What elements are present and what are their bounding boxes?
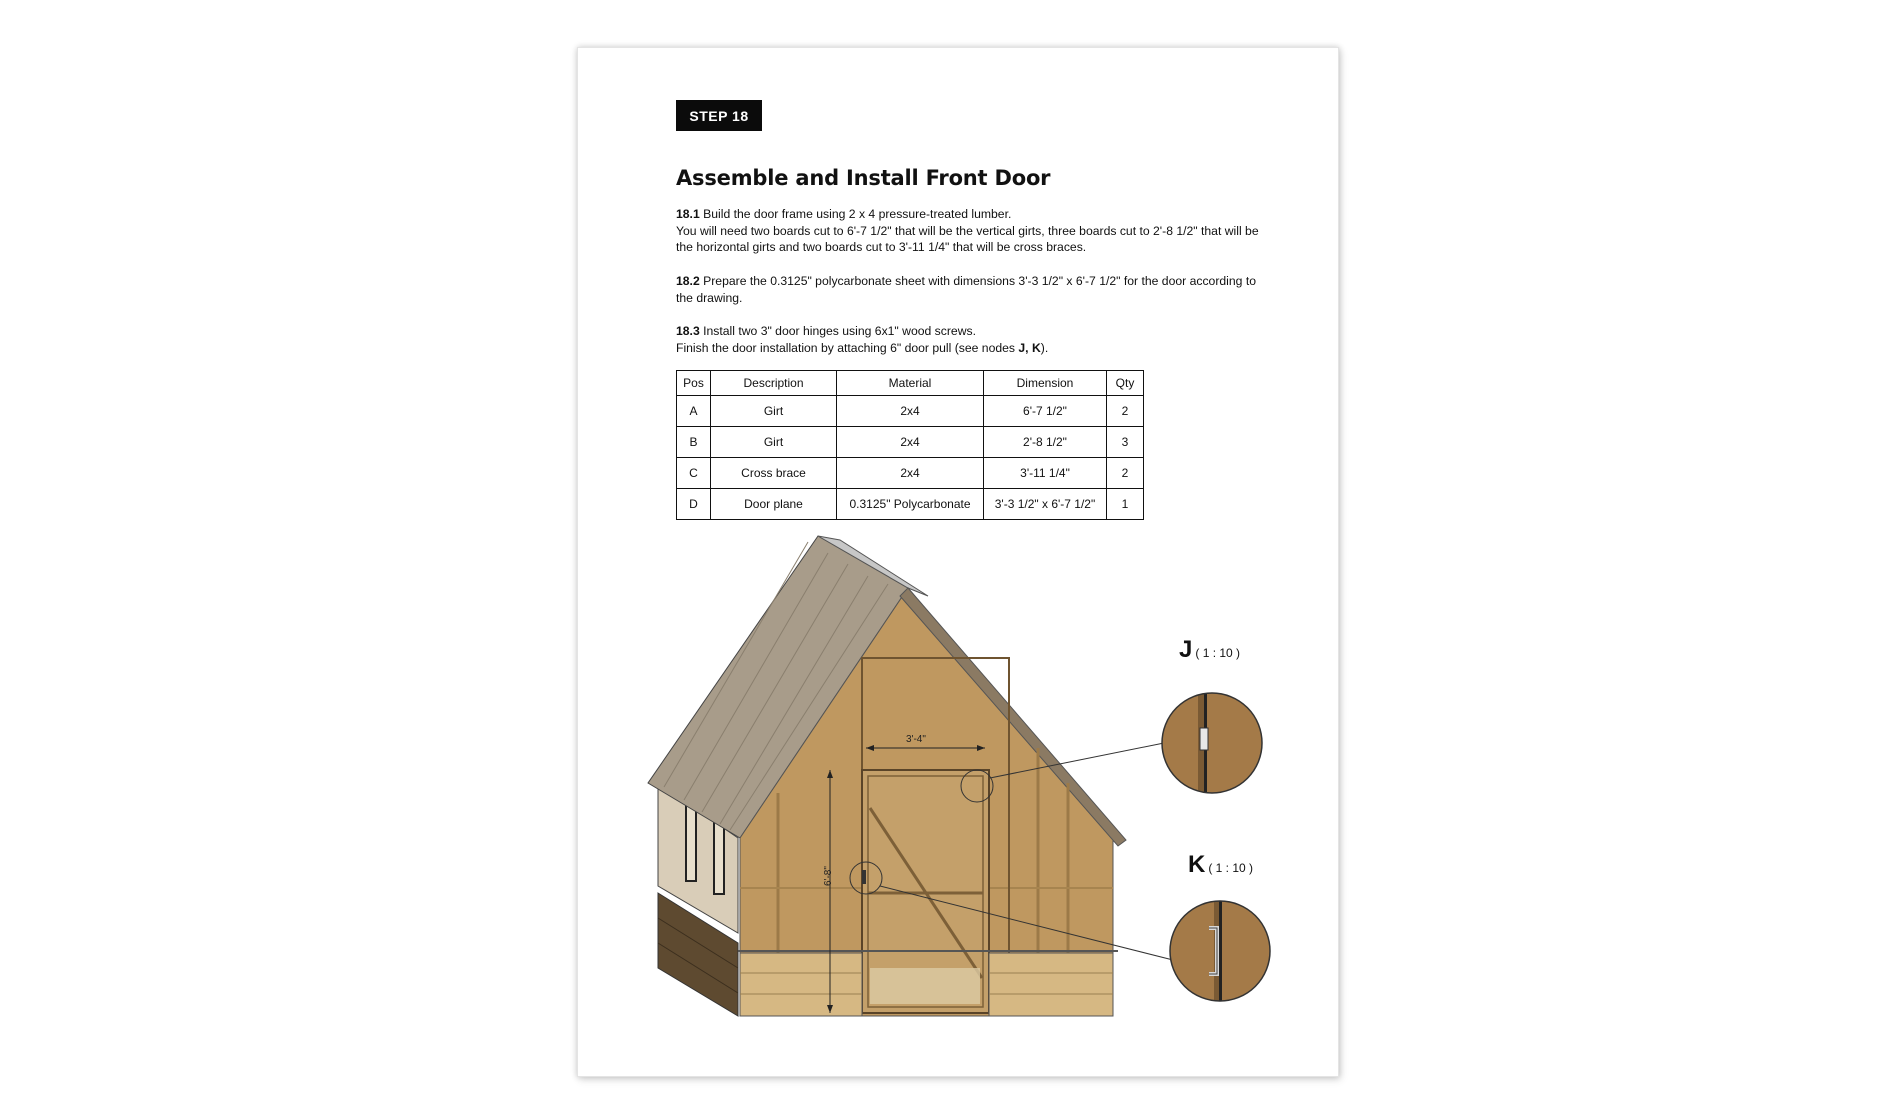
- instruction-text: Prepare the 0.3125" polycarbonate sheet with dimensions 3'-3 1/2" x 6'-7 1/2" for the door according to the drawing.: [676, 274, 1256, 305]
- table-cell: 0.3125" Polycarbonate: [837, 489, 984, 520]
- table-cell: 1: [1107, 489, 1144, 520]
- table-cell: 6'-7 1/2": [984, 396, 1107, 427]
- instruction-text-detail: Finish the door installation by attaching 6" door pull (see nodes: [676, 340, 1019, 355]
- detail-j-label: [1179, 636, 1240, 664]
- table-cell: 2'-8 1/2": [984, 427, 1107, 458]
- table-cell: Girt: [711, 396, 837, 427]
- instruction-number: 18.3: [676, 324, 700, 338]
- table-cell: 2x4: [837, 427, 984, 458]
- detail-scale: ( 1 : 10 ): [1195, 646, 1241, 660]
- door-pull: [862, 870, 866, 884]
- table-cell: Cross brace: [711, 458, 837, 489]
- table-cell: Girt: [711, 427, 837, 458]
- detail-letter: J: [1179, 636, 1193, 663]
- table-cell: 2x4: [837, 396, 984, 427]
- instruction-number: 18.2: [676, 274, 700, 288]
- detail-scale: ( 1 : 10 ): [1208, 861, 1254, 875]
- instruction-text-detail: You will need two boards cut to 6'-7 1/2" that will be the vertical girts, three boards cut to 2'-8 1/2" that will be the horizontal girts and two boards cut to 3'-11 1/4" that will be cross braces.: [676, 223, 1259, 254]
- table-cell: 3: [1107, 427, 1144, 458]
- side-window: [714, 820, 724, 894]
- detail-k-label: [1188, 851, 1253, 879]
- table-cell: C: [677, 458, 711, 489]
- instruction-text: Build the door frame using 2 x 4 pressure-treated lumber.: [699, 207, 1012, 221]
- detail-letter: K: [1188, 851, 1206, 878]
- column-header-pos: Pos: [677, 371, 711, 396]
- table-cell: D: [677, 489, 711, 520]
- instruction-number: 18.1: [676, 207, 700, 221]
- table-cell: 3'-3 1/2" x 6'-7 1/2": [984, 489, 1107, 520]
- column-header-description: Description: [711, 371, 837, 396]
- table-cell: 2x4: [837, 458, 984, 489]
- detail-j-view: [1158, 688, 1268, 798]
- instruction-page: [577, 47, 1339, 1077]
- greenhouse-drawing: [578, 48, 1338, 1076]
- instruction-text-end: ).: [1040, 340, 1049, 355]
- table-cell: B: [677, 427, 711, 458]
- front-base: [740, 953, 862, 1016]
- column-header-material: Material: [837, 371, 984, 396]
- table-cell: 3'-11 1/4": [984, 458, 1107, 489]
- node-reference: J, K: [1018, 340, 1041, 355]
- hinge: [1200, 728, 1208, 750]
- table-cell: 2: [1107, 396, 1144, 427]
- dimension-height-label: 6'-8": [823, 866, 834, 886]
- table-cell: Door plane: [711, 489, 837, 520]
- instruction-text: Install two 3" door hinges using 6x1" wood screws.: [699, 324, 976, 338]
- front-base-right: [989, 953, 1113, 1016]
- column-header-qty: Qty: [1107, 371, 1144, 396]
- table-cell: A: [677, 396, 711, 427]
- detail-k-view: [1168, 898, 1278, 1008]
- dimension-width-label: 3'-4": [906, 734, 926, 745]
- page-title: Assemble and Install Front Door: [676, 166, 1051, 190]
- column-header-dimension: Dimension: [984, 371, 1107, 396]
- table-cell: 2: [1107, 458, 1144, 489]
- side-window: [686, 803, 696, 881]
- step-badge: STEP 18: [676, 100, 762, 131]
